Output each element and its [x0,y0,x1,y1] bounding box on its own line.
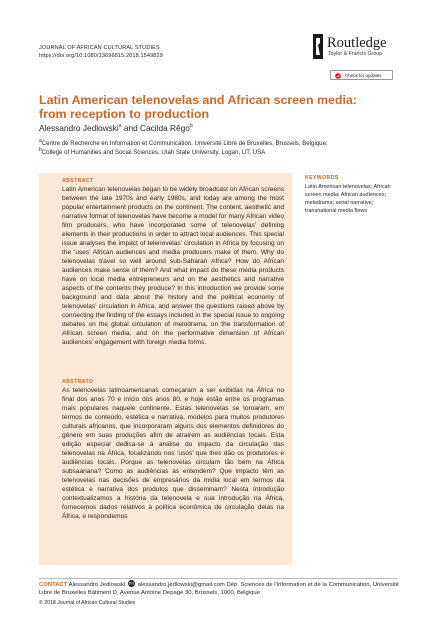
abstract-panel [39,173,292,565]
contact-name: Alessandro Jedlowski [68,582,126,588]
affil-mark: b [39,146,42,153]
authors-line [39,123,193,133]
doi-link[interactable]: https://doi.org/10.1080/13696815.2018.1549829 [39,53,163,60]
publisher-logo[interactable] [313,34,393,64]
keywords-text: Latin American telenovelas; African screen media; African audiences; melodrama; serial narrative; transnational media flows [305,184,391,215]
author-conjunction: and [121,123,141,133]
affiliations [39,137,399,157]
contact-address: Dép. Sciences de l’information et de la Communication, Université Libre de Bruxelles Bâtiment D, Avenue Antoine Depage 30, Brussels, 1000, Belgique [39,582,399,597]
abstract-pt-label: ABSTRATO [62,379,94,385]
author-affil-mark: b [189,123,193,130]
author-name[interactable]: Cacilda Rêgo [140,123,190,133]
author-affil-mark: a [118,123,122,130]
publisher-group: Taylor & Francis Group [328,51,383,57]
abstract-text: Latin American telenovelas began to be widely broadcast on African screens between the late 1970s and early 1980s, and today are among the most popular entertainment products on the continent. The content, aesthetic and narrative format of telenovelas have become a model for many African video film producers, who have incorporated some of telenovelas’ defining elements in their productions in order to attract local audiences. This special issue analyses the impact of telenovelas’ circulation in Africa by focusing on the ‘uses’ African audiences and media producers make of them. Why do telenovelas travel so well around sub-Saharan Africa? How do African audiences make sense of them? And what impact do these media products have on local media entrepreneurs and on the aesthetics and narrative aspects of the contents they produce? In this introduction we provide some background and data about the history and the political economy of telenovelas’ circulation in Africa, and answer the questions raised above by connecting the finding of the essays included in the special issue to ongoing debates on the global circulation of melodrama, on the transformation of African screen media, and on the performative dimension of African audiences’ engagement with foreign media forms. [62,186,284,346]
author-name[interactable]: Alessandro Jedlowski [39,123,119,133]
email-icon [128,580,135,587]
check-updates-icon [335,73,341,79]
affil-text: College of Humanities and Social Sciences, Utah State University, Logan, UT, USA [41,148,266,156]
abstract-label: ABSTRACT [62,178,94,184]
affiliation-b [39,146,399,158]
copyright: © 2018 Journal of African Cultural Studies [39,600,136,606]
affiliation-a [39,137,399,149]
article-title: Latin American telenovelas and African screen media: from reception to production [39,93,357,122]
affil-mark: a [39,137,42,144]
check-updates-label: Check for updates [345,73,382,78]
footer-divider [39,578,397,579]
check-updates-button[interactable] [330,70,393,80]
routledge-mark-icon [313,34,323,59]
journal-header [39,44,163,60]
contact-label: CONTACT [39,582,68,588]
journal-name: JOURNAL OF AFRICAN CULTURAL STUDIES [39,45,160,51]
affil-text: Centre de Recherche en Information et Communication, Université Libre de Bruxelles, Brussels, Belgique; [41,140,328,147]
keywords-label: KEYWORDS [305,175,339,181]
abstract-pt-text: As telenovelas latinoamericanas começaram a ser exibidas na África no final dos anos 70 e início dos anos 80, e hoje estão entre os programas mais populares naquele continente. Estas telenovelas se tornaram, em termos de conteúdo, estética e narrativa, modelos para muitos produtores culturais africanos, que incorporaram alguns dos elementos definidores do gênero em suas produções afim de atrairem as audiências locais. Esta edição especial dedica-se à análise do impacto da circulação das telenovelas na África, focalizando nos ‘usos’ que lhes dão os produtores e audiências locais. Porque as telenovelas circulam tão bem na África subsaariana? Como as audiências as entendem? Que impacto têm as telenovelas nas decisões de empresários da mídia local em termos da estética e narrativa dos produtos que disseminam? Nesta Introdução contextualizamos a história da telenovela e sua introdução na África, fornecemos dados relativos à política econômica de circulação delas na África, e respondemos [62,387,284,520]
contact-email[interactable]: alessandro.jedlowski@gmail.com [137,582,225,588]
publisher-name: Routledge [327,35,387,51]
contact-info [39,580,399,598]
